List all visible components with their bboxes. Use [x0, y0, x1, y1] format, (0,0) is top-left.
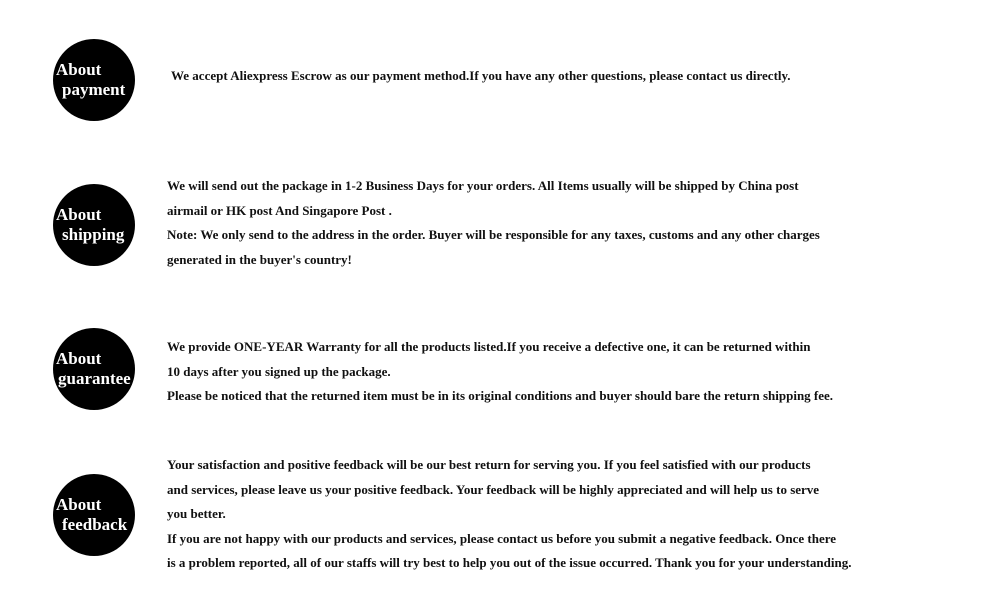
text-line: is a problem reported, all of our staffs will try best to help you out of the issue occurred. Thank you for your understanding.: [167, 555, 852, 570]
payment-badge: [53, 39, 135, 121]
badge-line-1: About: [56, 495, 102, 514]
text-line: 10 days after you signed up the package.: [167, 363, 391, 379]
shipping-text: [167, 174, 820, 272]
text-line: generated in the buyer's country!: [167, 251, 352, 267]
text-line: We provide ONE-YEAR Warranty for all the products listed.If you receive a defective one, it can be returned within: [167, 339, 811, 354]
text-line: Your satisfaction and positive feedback will be our best return for serving you. If you feel satisfied with our products: [167, 457, 811, 472]
text-line: If you are not happy with our products and services, please contact us before you submit a negative feedback. Once there: [167, 530, 837, 546]
text-line: Note: We only send to the address in the order. Buyer will be responsible for any taxes, customs and any other charges: [167, 227, 820, 242]
badge-line-2: feedback: [62, 515, 128, 534]
badge-line-2: guarantee: [58, 369, 131, 388]
text-line: Please be noticed that the returned item must be in its original conditions and buyer should bare the return shipping fee.: [167, 388, 834, 403]
feedback-text: [167, 453, 851, 576]
shipping-badge: [53, 184, 135, 266]
guarantee-text: [167, 335, 833, 409]
text-line: you better.: [167, 506, 226, 521]
guarantee-badge: [53, 328, 135, 410]
text-line: We accept Aliexpress Escrow as our payment method.If you have any other questions, please contact us directly.: [171, 68, 791, 83]
text-line: We will send out the package in 1-2 Business Days for your orders. All Items usually will be shipped by China post: [167, 178, 799, 193]
payment-text: [171, 64, 791, 89]
badge-line-1: About: [56, 205, 102, 224]
badge-line-1: About: [56, 349, 102, 368]
badge-line-1: About: [56, 60, 102, 79]
badge-line-2: shipping: [62, 225, 125, 244]
feedback-badge: [53, 474, 135, 556]
text-line: and services, please leave us your positive feedback. Your feedback will be highly appreciated and will help us to serve: [167, 481, 820, 497]
badge-line-2: payment: [62, 80, 126, 99]
text-line: airmail or HK post And Singapore Post .: [167, 202, 392, 218]
